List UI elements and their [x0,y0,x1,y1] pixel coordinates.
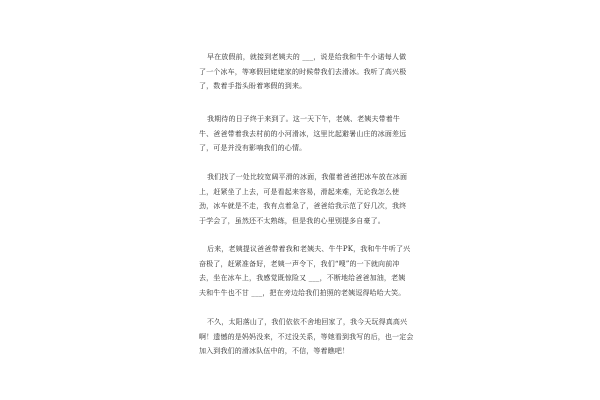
text-line: 我们找了一处比较宽阔平滑的冰面，我催着爸爸把冰车放在冰面 [207,173,408,181]
paragraph-3 [199,170,407,228]
paragraph-2 [199,112,406,156]
text-line: 夫和牛牛也不甘 ___，把在旁边给我们拍照的老姨逗得哈哈大笑。 [199,288,406,297]
paragraph-5 [199,315,414,359]
text-line: 后来，老姨提议爸爸带着我和老姨夫、牛牛PK，我和牛牛听了兴 [207,245,411,253]
text-line: 上，赶紧坐了上去，可是看起来容易，滑起来难，无论我怎么使 [199,187,400,196]
paragraph-4 [199,242,410,300]
text-line: 加入到我们的滑冰队伍中的，不信，等着瞧吧！ [199,347,350,355]
text-line: 于学会了，虽然还不太熟练，但是我的心里别提多自豪了。 [199,216,385,225]
text-line: 牛、爸爸带着我去村前的小河滑冰，这里比起避暑山庄的冰面差远 [199,129,407,138]
text-line: 啊！遗憾的是妈妈没来，不过没关系，等她看到我写的后，也一定会 [199,332,414,341]
text-line: 了，可是并没有影响我们的心情。 [199,144,307,152]
text-line: 我期待的日子终于来到了。这一天下午，老姨、老姨夫带着牛 [207,115,401,123]
text-line: 早在放假前，就接到老姨夫的 ___，说是给我和牛牛小诺每人做 [207,53,407,61]
text-line: 奋极了，赶紧准备好，老姨一声令下，我们“嗖”的一下就向前冲 [199,259,400,268]
paragraph-1 [199,50,406,94]
text-line: 了，数着手指头盼着寒假的到来。 [199,82,307,90]
text-line: 不久，太阳落山了，我们依依不舍地回家了，我今天玩得真高兴 [207,318,408,326]
text-line: 去，坐在冰车上，我感觉既惊险又 ___，不断地给爸爸加油，老姨 [199,274,406,282]
text-line: 劲，冰车就是不走，我有点着急了，爸爸给我示范了好几次，我终 [199,202,407,210]
text-line: 了一个冰车，等寒假回姥姥家的时候带我们去滑冰。我听了高兴极 [199,67,407,76]
